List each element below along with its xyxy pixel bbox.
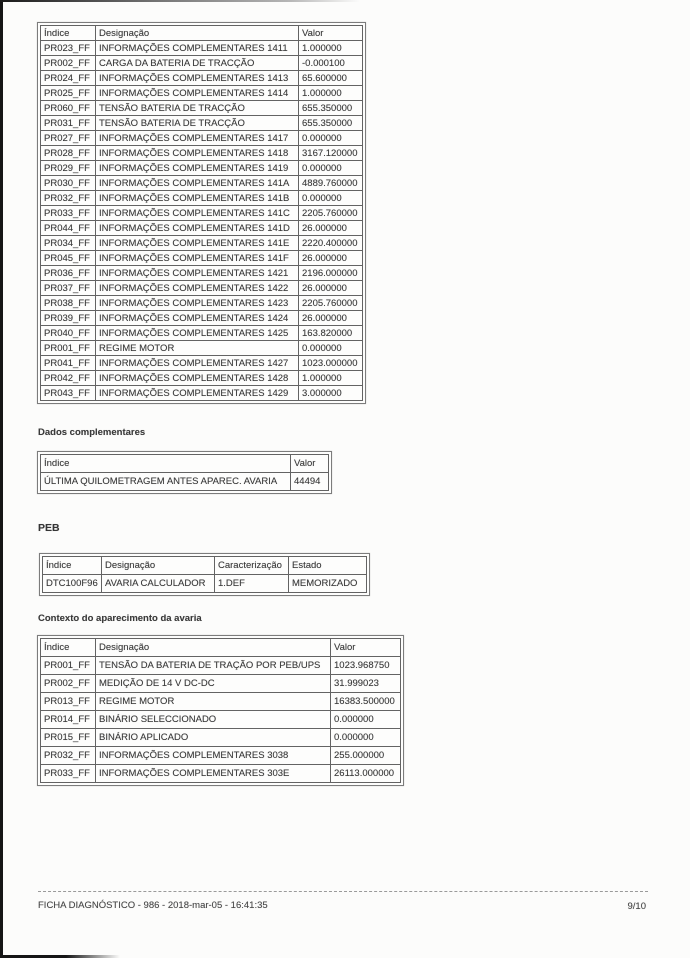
table-cell: INFORMAÇÕES COMPLEMENTARES 1421 bbox=[96, 266, 299, 281]
table-cell: INFORMAÇÕES COMPLEMENTARES 1422 bbox=[96, 281, 299, 296]
table-cell: REGIME MOTOR bbox=[96, 693, 331, 711]
table-cell: 0.000000 bbox=[299, 161, 363, 176]
table-cell: DTC100F96 bbox=[43, 575, 102, 593]
table-row bbox=[41, 236, 363, 251]
table-row bbox=[41, 281, 363, 296]
table-cell: INFORMAÇÕES COMPLEMENTARES 303E bbox=[96, 765, 331, 783]
table-cell: INFORMAÇÕES COMPLEMENTARES 141C bbox=[96, 206, 299, 221]
table-cell: INFORMAÇÕES COMPLEMENTARES 1418 bbox=[96, 146, 299, 161]
footer-divider bbox=[38, 891, 648, 892]
peb-table bbox=[42, 556, 367, 593]
table-row bbox=[41, 266, 363, 281]
table-header-cell: Índice bbox=[41, 455, 291, 473]
table-cell: INFORMAÇÕES COMPLEMENTARES 1424 bbox=[96, 311, 299, 326]
scan-edge-left bbox=[0, 0, 3, 958]
table-cell: PR014_FF bbox=[41, 711, 96, 729]
table-cell: INFORMAÇÕES COMPLEMENTARES 3038 bbox=[96, 747, 331, 765]
dados-complementares-table bbox=[40, 454, 329, 491]
table-cell: 255.000000 bbox=[331, 747, 401, 765]
table-cell: 0.000000 bbox=[331, 711, 401, 729]
peb-heading: PEB bbox=[38, 522, 60, 534]
table-cell: INFORMAÇÕES COMPLEMENTARES 141D bbox=[96, 221, 299, 236]
table-cell: INFORMAÇÕES COMPLEMENTARES 1427 bbox=[96, 356, 299, 371]
table-row bbox=[41, 251, 363, 266]
table-cell: 26.000000 bbox=[299, 251, 363, 266]
table-cell: PR042_FF bbox=[41, 371, 96, 386]
table-cell: 44494 bbox=[291, 473, 329, 491]
table-cell: ÚLTIMA QUILOMETRAGEM ANTES APAREC. AVARIA bbox=[41, 473, 291, 491]
table-cell: PR002_FF bbox=[41, 675, 96, 693]
table-cell: 163.820000 bbox=[299, 326, 363, 341]
dados-complementares-table-frame bbox=[37, 451, 332, 494]
table-row bbox=[41, 386, 363, 401]
table-header-cell: Valor bbox=[291, 455, 329, 473]
table-cell: PR038_FF bbox=[41, 296, 96, 311]
table-header-cell: Estado bbox=[289, 557, 367, 575]
table-cell: PR032_FF bbox=[41, 747, 96, 765]
table-cell: 65.600000 bbox=[299, 71, 363, 86]
table-cell: PR013_FF bbox=[41, 693, 96, 711]
table-row bbox=[41, 71, 363, 86]
table-cell: MEMORIZADO bbox=[289, 575, 367, 593]
table-header-cell: Designação bbox=[96, 26, 299, 41]
table-cell: 26.000000 bbox=[299, 221, 363, 236]
contexto-table-frame bbox=[37, 635, 404, 786]
table-row bbox=[41, 765, 401, 783]
table-cell: INFORMAÇÕES COMPLEMENTARES 1429 bbox=[96, 386, 299, 401]
table-cell: INFORMAÇÕES COMPLEMENTARES 1417 bbox=[96, 131, 299, 146]
table-row bbox=[41, 657, 401, 675]
table-cell: REGIME MOTOR bbox=[96, 341, 299, 356]
table-row bbox=[41, 473, 329, 491]
table-row bbox=[41, 41, 363, 56]
table-cell: PR033_FF bbox=[41, 765, 96, 783]
footer-page-number: 9/10 bbox=[627, 901, 646, 912]
table-cell: 0.000000 bbox=[299, 131, 363, 146]
table-cell: 0.000000 bbox=[331, 729, 401, 747]
table-row bbox=[41, 341, 363, 356]
table-cell: PR037_FF bbox=[41, 281, 96, 296]
table-row bbox=[41, 176, 363, 191]
table-row bbox=[41, 26, 363, 41]
table-cell: PR024_FF bbox=[41, 71, 96, 86]
table-cell: 3167.120000 bbox=[299, 146, 363, 161]
table-cell: 1023.000000 bbox=[299, 356, 363, 371]
table-cell: 2205.760000 bbox=[299, 296, 363, 311]
table-cell: PR031_FF bbox=[41, 116, 96, 131]
table-row bbox=[41, 146, 363, 161]
table-row bbox=[41, 191, 363, 206]
table-header-cell: Designação bbox=[102, 557, 215, 575]
table-cell: PR023_FF bbox=[41, 41, 96, 56]
freeze-frame-table bbox=[40, 25, 363, 401]
table-header-cell: Índice bbox=[41, 26, 96, 41]
table-row bbox=[41, 747, 401, 765]
table-header-cell: Designação bbox=[96, 639, 331, 657]
table-cell: 1.000000 bbox=[299, 86, 363, 101]
table-cell: 2205.760000 bbox=[299, 206, 363, 221]
table-row bbox=[41, 311, 363, 326]
table-cell: 31.999023 bbox=[331, 675, 401, 693]
table-row bbox=[41, 296, 363, 311]
table-cell: INFORMAÇÕES COMPLEMENTARES 1413 bbox=[96, 71, 299, 86]
table-row bbox=[41, 639, 401, 657]
table-cell: PR043_FF bbox=[41, 386, 96, 401]
table-cell: INFORMAÇÕES COMPLEMENTARES 141F bbox=[96, 251, 299, 266]
table-cell: BINÁRIO APLICADO bbox=[96, 729, 331, 747]
table-cell: INFORMAÇÕES COMPLEMENTARES 1414 bbox=[96, 86, 299, 101]
table-row bbox=[43, 557, 367, 575]
table-cell: INFORMAÇÕES COMPLEMENTARES 1425 bbox=[96, 326, 299, 341]
table-row bbox=[43, 575, 367, 593]
peb-table-frame bbox=[39, 553, 370, 596]
table-cell: 655.350000 bbox=[299, 101, 363, 116]
table-cell: 26.000000 bbox=[299, 311, 363, 326]
table-row bbox=[41, 56, 363, 71]
table-cell: 3.000000 bbox=[299, 386, 363, 401]
table-cell: 1.000000 bbox=[299, 371, 363, 386]
table-row bbox=[41, 86, 363, 101]
table-cell: MEDIÇÃO DE 14 V DC-DC bbox=[96, 675, 331, 693]
table-cell: AVARIA CALCULADOR bbox=[102, 575, 215, 593]
table-cell: 2196.000000 bbox=[299, 266, 363, 281]
table-row bbox=[41, 711, 401, 729]
table-header-cell: Valor bbox=[299, 26, 363, 41]
table-cell: PR036_FF bbox=[41, 266, 96, 281]
table-cell: 26113.000000 bbox=[331, 765, 401, 783]
table-row bbox=[41, 455, 329, 473]
table-header-cell: Valor bbox=[331, 639, 401, 657]
table-cell: INFORMAÇÕES COMPLEMENTARES 1411 bbox=[96, 41, 299, 56]
table-cell: 16383.500000 bbox=[331, 693, 401, 711]
table-cell: INFORMAÇÕES COMPLEMENTARES 1423 bbox=[96, 296, 299, 311]
table-cell: PR001_FF bbox=[41, 341, 96, 356]
table-row bbox=[41, 221, 363, 236]
table-cell: PR001_FF bbox=[41, 657, 96, 675]
contexto-table bbox=[40, 638, 401, 783]
table-cell: PR025_FF bbox=[41, 86, 96, 101]
dados-complementares-label: Dados complementares bbox=[38, 427, 146, 438]
table-cell: TENSÃO BATERIA DE TRACÇÃO bbox=[96, 116, 299, 131]
table-row bbox=[41, 116, 363, 131]
table-cell: 1.000000 bbox=[299, 41, 363, 56]
table-cell: -0.000100 bbox=[299, 56, 363, 71]
table-row bbox=[41, 206, 363, 221]
table-cell: BINÁRIO SELECCIONADO bbox=[96, 711, 331, 729]
table-row bbox=[41, 675, 401, 693]
table-header-cell: Caracterização bbox=[215, 557, 289, 575]
table-cell: 4889.760000 bbox=[299, 176, 363, 191]
scan-edge-top bbox=[0, 0, 360, 2]
table-cell: INFORMAÇÕES COMPLEMENTARES 1428 bbox=[96, 371, 299, 386]
table-cell: 1.DEF bbox=[215, 575, 289, 593]
table-cell: 1023.968750 bbox=[331, 657, 401, 675]
table-cell: PR015_FF bbox=[41, 729, 96, 747]
table-cell: 0.000000 bbox=[299, 191, 363, 206]
table-cell: INFORMAÇÕES COMPLEMENTARES 141B bbox=[96, 191, 299, 206]
table-row bbox=[41, 131, 363, 146]
table-cell: TENSÃO BATERIA DE TRACÇÃO bbox=[96, 101, 299, 116]
table-cell: 0.000000 bbox=[299, 341, 363, 356]
table-header-cell: Índice bbox=[43, 557, 102, 575]
table-cell: 26.000000 bbox=[299, 281, 363, 296]
table-cell: INFORMAÇÕES COMPLEMENTARES 141E bbox=[96, 236, 299, 251]
table-cell: PR034_FF bbox=[41, 236, 96, 251]
table-row bbox=[41, 356, 363, 371]
table-cell: 655.350000 bbox=[299, 116, 363, 131]
table-cell: PR033_FF bbox=[41, 206, 96, 221]
table-cell: TENSÃO DA BATERIA DE TRAÇÃO POR PEB/UPS bbox=[96, 657, 331, 675]
table-row bbox=[41, 729, 401, 747]
table-cell: INFORMAÇÕES COMPLEMENTARES 141A bbox=[96, 176, 299, 191]
table-cell: PR044_FF bbox=[41, 221, 96, 236]
table-cell: PR027_FF bbox=[41, 131, 96, 146]
table-cell: CARGA DA BATERIA DE TRACÇÃO bbox=[96, 56, 299, 71]
table-row bbox=[41, 101, 363, 116]
freeze-frame-table-frame bbox=[37, 22, 366, 404]
table-cell: PR060_FF bbox=[41, 101, 96, 116]
table-cell: PR039_FF bbox=[41, 311, 96, 326]
footer-document-info: FICHA DIAGNÓSTICO - 986 - 2018-mar-05 - 16:41:35 bbox=[38, 900, 268, 911]
table-row bbox=[41, 161, 363, 176]
table-row bbox=[41, 371, 363, 386]
table-cell: PR041_FF bbox=[41, 356, 96, 371]
table-cell: INFORMAÇÕES COMPLEMENTARES 1419 bbox=[96, 161, 299, 176]
table-cell: PR032_FF bbox=[41, 191, 96, 206]
contexto-label: Contexto do aparecimento da avaria bbox=[38, 613, 202, 624]
table-header-cell: Índice bbox=[41, 639, 96, 657]
table-cell: PR030_FF bbox=[41, 176, 96, 191]
table-cell: PR029_FF bbox=[41, 161, 96, 176]
table-cell: PR002_FF bbox=[41, 56, 96, 71]
table-cell: PR040_FF bbox=[41, 326, 96, 341]
table-cell: PR045_FF bbox=[41, 251, 96, 266]
table-cell: 2220.400000 bbox=[299, 236, 363, 251]
table-cell: PR028_FF bbox=[41, 146, 96, 161]
table-row bbox=[41, 326, 363, 341]
table-row bbox=[41, 693, 401, 711]
